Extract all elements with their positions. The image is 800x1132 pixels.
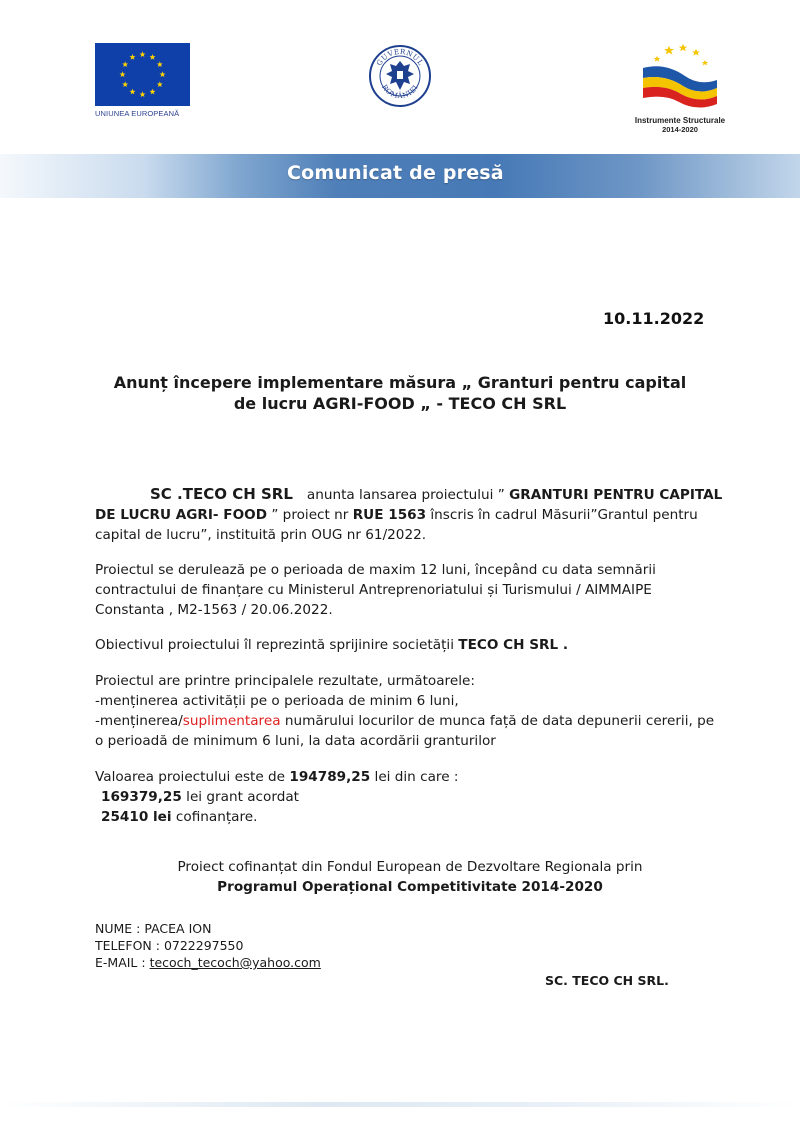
signature: SC. TECO CH SRL.	[545, 973, 669, 988]
value-line-3	[95, 807, 725, 827]
eu-star-icon	[122, 61, 128, 67]
document-title	[90, 372, 710, 414]
intro-text-1: anunta lansarea proiectului ”	[306, 487, 510, 503]
instrumente-structurale-logo	[625, 38, 735, 134]
eu-star-icon	[129, 54, 135, 60]
contact-email-label: E-MAIL :	[95, 955, 150, 970]
objective-text: Obiectivul proiectului îl reprezintă sprijinire societății	[95, 637, 459, 653]
banner-title: Comunicat de presă	[287, 162, 504, 184]
eu-star-icon	[139, 51, 145, 57]
eu-star-icon	[119, 71, 125, 77]
contact-phone: 0722297550	[163, 938, 244, 953]
eu-star-icon	[122, 81, 128, 87]
paragraph-objective	[95, 635, 725, 655]
company-name: SC .TECO CH SRL	[150, 485, 293, 503]
contact-phone-label: TELEFON :	[95, 938, 164, 953]
title-line-2: de lucru AGRI-FOOD „ - TECO CH SRL	[233, 394, 567, 413]
results-line-1: Proiectul are printre principalele rezultate, următoarele:	[95, 673, 475, 689]
value-line-2	[95, 787, 725, 807]
project-name: GRANTURI PENTRU CAPITAL DE LUCRU AGRI- FOOD	[95, 487, 723, 523]
title-line-1: Anunț începere implementare măsura „ Granturi pentru capital	[113, 373, 687, 392]
cofinancing-value: 25410 lei	[101, 809, 172, 825]
paragraph-duration: Proiectul se derulează pe o perioada de maxim 12 luni, începând cu data semnării contractului de finanțare cu Ministerul Antreprenoriatului și Turismului / AIMMAIPE Constanta , M2-1563 / 20.06.2022.	[95, 562, 656, 618]
bottom-divider	[0, 1102, 800, 1107]
eu-flag-icon	[95, 43, 190, 106]
results-line-3a: -menținerea/	[95, 713, 183, 729]
contact-name-label: NUME :	[95, 921, 145, 936]
value-text-2: lei din care :	[370, 769, 459, 785]
contact-name: PACEA ION	[144, 921, 212, 936]
eu-star-icon	[149, 89, 155, 95]
government-logo-icon	[368, 44, 432, 108]
press-release-banner	[0, 154, 800, 198]
eu-star-icon	[149, 54, 155, 60]
paragraph-results	[95, 671, 725, 751]
grant-text: lei grant acordat	[181, 789, 299, 805]
results-line-3b: numărului locurilor de munca față de data depunerii cererii, pe o perioadă de minimum 6 luni, la data acordării granturilor	[95, 713, 715, 749]
total-value: 194789,25	[289, 769, 371, 785]
intro-text-2: ” proiect nr	[267, 507, 353, 523]
is-caption-title: Instrumente Structurale	[634, 116, 726, 125]
gov-logo-text-bottom: ROMÂNIEI	[380, 83, 420, 101]
project-number: RUE 1563	[352, 507, 427, 523]
results-highlight: suplimentarea	[182, 713, 281, 729]
eu-logo	[95, 43, 190, 118]
results-line-2: -menținerea activității pe o perioada de minim 6 luni,	[95, 693, 459, 709]
paragraph-value	[95, 767, 725, 827]
funding-note	[95, 857, 725, 897]
eu-star-icon	[157, 81, 163, 87]
eu-caption: UNIUNEA EUROPEANĂ	[95, 109, 180, 118]
intro-text-3: înscris în cadrul Măsurii”Grantul pentru capital de lucru”, instituită prin OUG nr 61/2022.	[95, 507, 698, 543]
document-date: 10.11.2022	[603, 309, 705, 328]
eu-star-icon	[129, 89, 135, 95]
contact-email-link[interactable]: tecoch_tecoch@yahoo.com	[149, 955, 321, 970]
eu-star-icon	[159, 71, 165, 77]
value-line-1	[95, 767, 725, 787]
contact-name-row	[95, 920, 321, 937]
paragraph-intro	[95, 484, 725, 545]
objective-company: TECO CH SRL .	[458, 637, 569, 653]
cofinancing-text: cofinanțare.	[171, 809, 258, 825]
eu-star-icon	[139, 91, 145, 97]
grant-value: 169379,25	[101, 789, 182, 805]
eu-star-icon	[157, 61, 163, 67]
value-text-1: Valoarea proiectului este de	[95, 769, 290, 785]
results-line-3	[95, 711, 725, 751]
contact-block	[95, 920, 321, 971]
funding-line-2: Programul Operațional Competitivitate 2014-2020	[217, 879, 603, 895]
gov-logo-text-top: GUVERNUL	[375, 47, 425, 68]
instrumente-structurale-icon	[625, 38, 735, 112]
contact-phone-row	[95, 937, 321, 954]
is-caption-years: 2014-2020	[662, 125, 698, 134]
funding-line-1: Proiect cofinanțat din Fondul European de Dezvoltare Regionala prin	[177, 859, 643, 875]
contact-email-row	[95, 954, 321, 971]
